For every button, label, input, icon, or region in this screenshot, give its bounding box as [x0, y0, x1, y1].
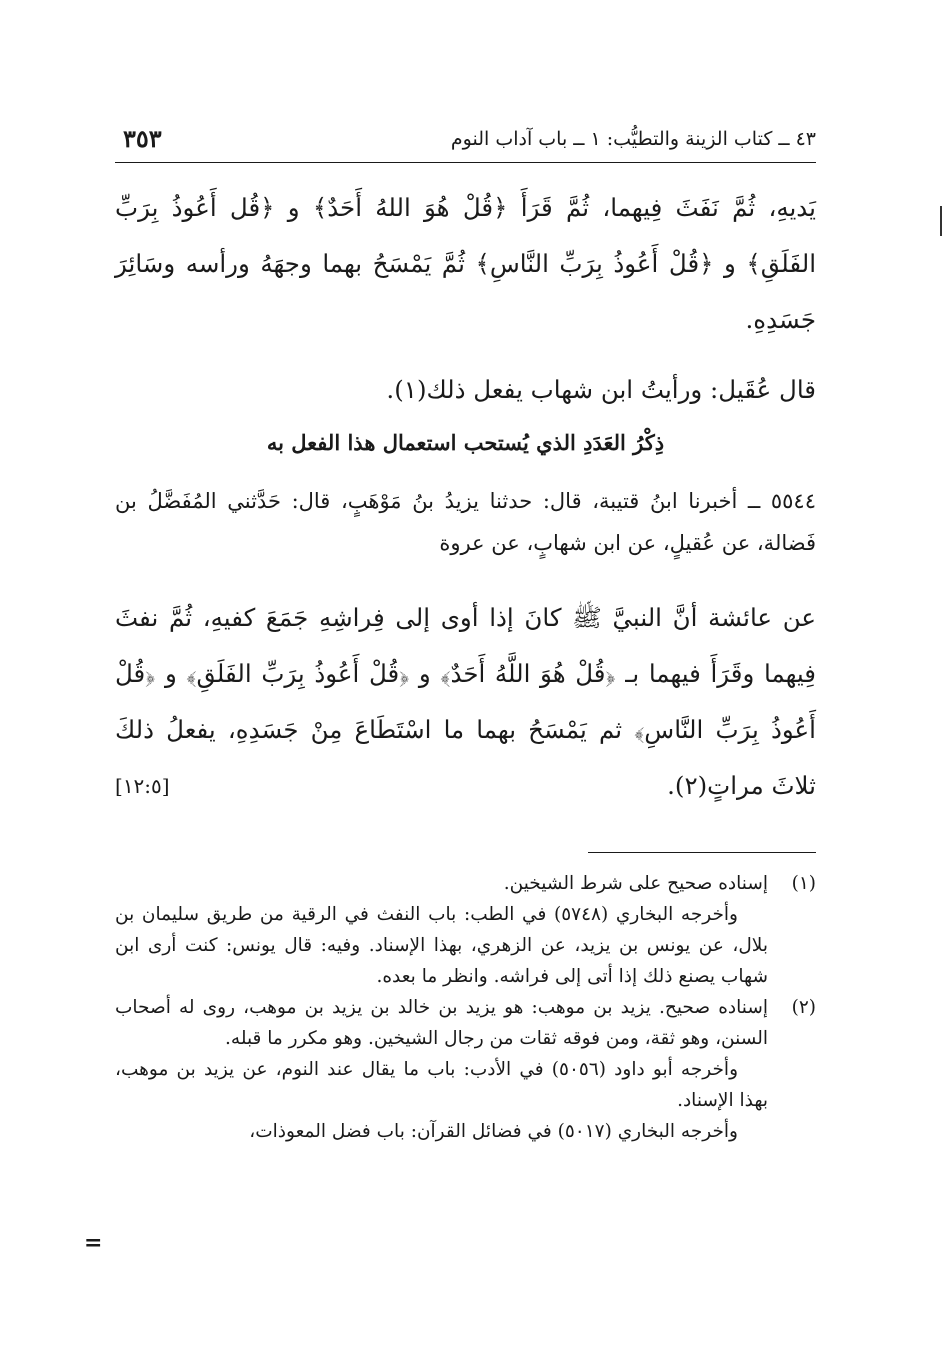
footnote-2 — [115, 992, 816, 1147]
page-number: ٣٥٣ — [123, 124, 162, 153]
running-head: ٤٣ ــ كتاب الزينة والتطيُّب: ١ ــ باب آداب النوم — [450, 128, 816, 150]
footnote-separator — [588, 852, 816, 853]
continuation-mark: = — [84, 1230, 103, 1256]
footnote-paragraph: إسناده صحيح. يزيد بن موهب: هو يزيد بن خالد بن يزيد بن موهب، روى له أصحاب السنن، وهو ثقة، ومن فوقه ثقات من رجال الشيخين. وهو مكرر ما قبله. — [115, 997, 768, 1049]
footnote-number: (١) — [791, 873, 816, 894]
scan-edge-mark — [940, 206, 942, 236]
page-header — [115, 122, 816, 163]
footnote-number: (٢) — [791, 997, 816, 1018]
footnote-body — [115, 868, 768, 992]
hadith-text: عن عائشة أنَّ النبيَّ ﷺ كانَ إذا أوى إلى فِراشِهِ جَمَعَ كفيهِ، ثُمَّ نفثَ فِيهما وقَرَأَ فيهما بـ ﴿قُلْ هُوَ اللَّهُ أَحَدٌ﴾ و ﴿قُلْ أَعُوذُ بِرَبِّ الفَلَقِ﴾ و ﴿قُلْ أَعُوذُ بِرَبِّ النَّاسِ﴾ ثم يَمْسَحُ بهما ما اسْتَطَاعَ مِنْ جَسَدِهِ، يفعلُ ذلكَ ثلاثَ مراتٍ(٢). — [115, 603, 816, 800]
section-heading: ذِكْرُ العَدَدِ الذي يُستحب استعمال هذا الفعل به — [266, 430, 665, 455]
paragraph-hadith-text — [115, 590, 816, 814]
footnote-paragraph: وأخرجه البخاري (٥٧٤٨) في الطب: باب النفث في الرقية من طريق سليمان بن بلال، عن يونس بن يزيد، عن الزهري، بهذا الإسناد. وفيه: قال يونس: كنت أرى ابن شهاب يصنع ذلك إذا أتى إلى فراشه. وانظر ما بعده. — [115, 904, 768, 987]
footnotes — [115, 868, 816, 1147]
footnote-body — [115, 992, 768, 1147]
hadith-reference: [١٢:٥] — [115, 774, 170, 798]
paragraph-hadith-end: يَديهِ، ثُمَّ نَفَثَ فِيهما، ثُمَّ قَرَأَ ﴿قُلْ هُوَ اللهُ أَحَدٌ﴾ و ﴿قُل أَعُوذُ بِرَبِّ الفَلَقِ﴾ و ﴿قُلْ أَعُوذُ بِرَبِّ النَّاسِ﴾ ثُمَّ يَمْسَحُ بهما وجهَهُ ورأسه وسَائِرَ جَسَدِهِ. — [115, 193, 816, 334]
footnote-paragraph: إسناده صحيح على شرط الشيخين. — [503, 873, 768, 894]
paragraph-uqayl-remark: قال عُقَيل: ورأيتُ ابن شهاب يفعل ذلك(١). — [386, 375, 816, 404]
footnote-paragraph: وأخرجه أبو داود (٥٠٥٦) في الأدب: باب ما يقال عند النوم، عن يزيد بن موهب، بهذا الإسناد. — [115, 1059, 768, 1111]
paragraph-isnad: ٥٥٤٤ ــ أخبرنا ابنُ قتيبة، قال: حدثنا يزيدُ بنُ مَوْهَبٍ، قال: حَدَّثني المُفَضَّلُ بن فَضالة، عن عُقيلٍ، عن ابن شهابٍ، عن عروة — [115, 489, 816, 555]
footnote-paragraph: وأخرجه البخاري (٥٠١٧) في فضائل القرآن: باب فضل المعوذات، — [249, 1121, 738, 1142]
footnote-1 — [115, 868, 816, 992]
